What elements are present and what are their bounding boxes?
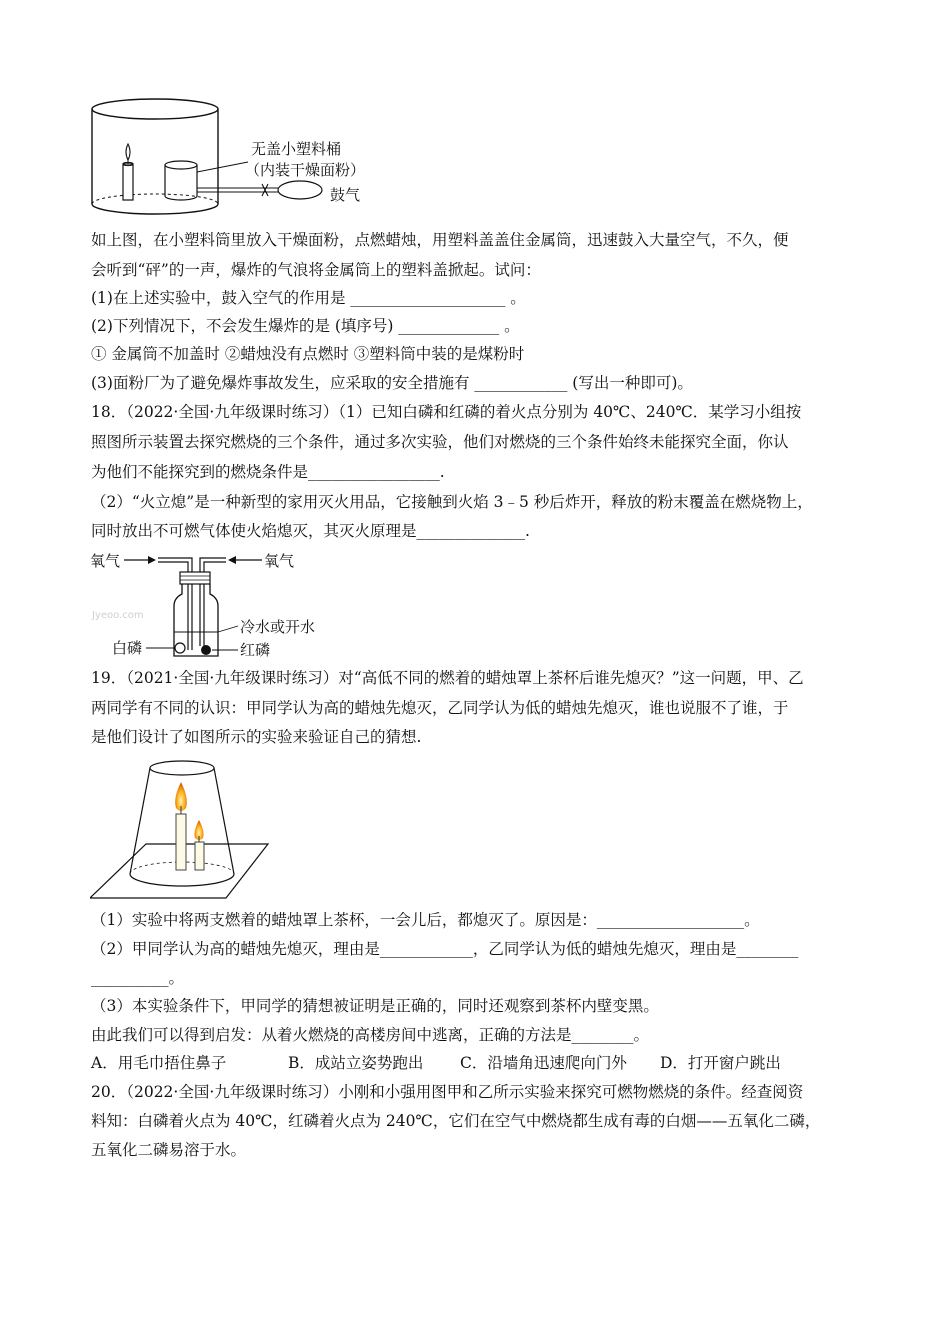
q19-part-2-line-2: __________。 (91, 969, 185, 987)
label-red-phosphorus: 红磷 (240, 641, 271, 659)
q18-line-3: 为他们不能探究到的燃烧条件是_________________. (91, 463, 445, 481)
q19-line-3: 是他们设计了如图所示的实验来验证自己的猜想. (91, 728, 422, 746)
candles-under-cup-figure (90, 756, 272, 902)
q19-part-2-line-1: （2）甲同学认为高的蜡烛先熄灭，理由是____________，乙同学认为低的蜡烛先熄灭，理由是________ (91, 940, 799, 958)
label-oxygen-right: 氧气 (264, 552, 295, 570)
label-water: 冷水或开水 (240, 618, 316, 636)
q20-line-2: 料知：白磷着火点为 40℃，红磷着火点为 240℃，它们在空气中燃烧都生成有毒的白烟——五氧化二磷， (91, 1112, 821, 1130)
q17-part-3: (3)面粉厂为了避免爆炸事故发生，应采取的安全措施有 ____________ (写出一种即可)。 (91, 374, 693, 392)
q19-line-1: 19．（2021·全国·九年级课时练习）对“高低不同的燃着的蜡烛罩上茶杯后谁先熄灭？”这一问题，甲、乙 (91, 669, 804, 687)
q18-line-2: 照图所示装置去探究燃烧的三个条件，通过多次实验，他们对燃烧的三个条件始终未能探究全面，你认 (91, 433, 789, 451)
q17-intro-2: 会听到“砰”的一声，爆炸的气浪将金属筒上的塑料盖掀起。试问： (91, 261, 541, 279)
q19-part-4: 由此我们可以得到启发：从着火燃烧的高楼房间中逃离，正确的方法是________。 (91, 1026, 650, 1044)
label-bucket-1: 无盖小塑料桶 (251, 140, 342, 158)
watermark: Jyeoo.com (92, 610, 144, 621)
q17-part-2-options: ① 金属筒不加盖时 ②蜡烛没有点燃时 ③塑料筒中装的是煤粉时 (91, 345, 525, 363)
q19-option-a: A．用毛巾捂住鼻子 (91, 1054, 227, 1072)
q19-part-1: （1）实验中将两支燃着的蜡烛罩上茶杯，一会儿后，都熄灭了。原因是：___________________。 (91, 911, 760, 929)
q18-line-1: 18．（2022·全国·九年级课时练习）（1）已知白磷和红磷的着火点分别为 40℃、240℃．某学习小组按 (91, 403, 802, 421)
dust-explosion-figure (88, 92, 388, 222)
label-white-phosphorus: 白磷 (112, 639, 143, 657)
q19-options (91, 1053, 781, 1073)
q20-line-1: 20．（2022·全国·九年级课时练习）小刚和小强用图甲和乙所示实验来探究可燃物燃烧的条件。经查阅资 (91, 1083, 804, 1101)
label-bucket-2: （内装干燥面粉） (245, 161, 366, 179)
q19-part-3: （3）本实验条件下，甲同学的猜想被证明是正确的，同时还观察到茶杯内壁变黑。 (91, 997, 659, 1015)
q20-line-3: 五氧化二磷易溶于水。 (91, 1141, 247, 1159)
phosphorus-figure (88, 546, 348, 662)
q17-part-1: (1)在上述实验中，鼓入空气的作用是 ____________________ 。 (91, 289, 526, 307)
label-air: 鼓气 (330, 186, 361, 204)
q19-option-c: C．沿墙角迅速爬向门外 (460, 1054, 627, 1072)
q19-option-b: B．成站立姿势跑出 (288, 1054, 424, 1072)
q17-intro-1: 如上图，在小塑料筒里放入干燥面粉，点燃蜡烛，用塑料盖盖住金属筒，迅速鼓入大量空气，不久，便 (91, 231, 789, 249)
q19-option-d: D．打开窗户跳出 (660, 1054, 781, 1072)
q17-part-2: (2)下列情况下，不会发生爆炸的是 (填序号) _____________ 。 (91, 317, 520, 335)
q18-line-4: （2）“火立熄”是一种新型的家用灭火用品，它接触到火焰 3﹣5 秒后炸开，释放的粉末覆盖在燃烧物上， (91, 493, 813, 511)
label-oxygen-left: 氧气 (90, 552, 121, 570)
q19-line-2: 两同学有不同的认识：甲同学认为高的蜡烛先熄灭，乙同学认为低的蜡烛先熄灭，谁也说服不了谁，于 (91, 699, 789, 717)
q18-line-5: 同时放出不可燃气体使火焰熄灭，其灭火原理是______________. (91, 522, 530, 540)
